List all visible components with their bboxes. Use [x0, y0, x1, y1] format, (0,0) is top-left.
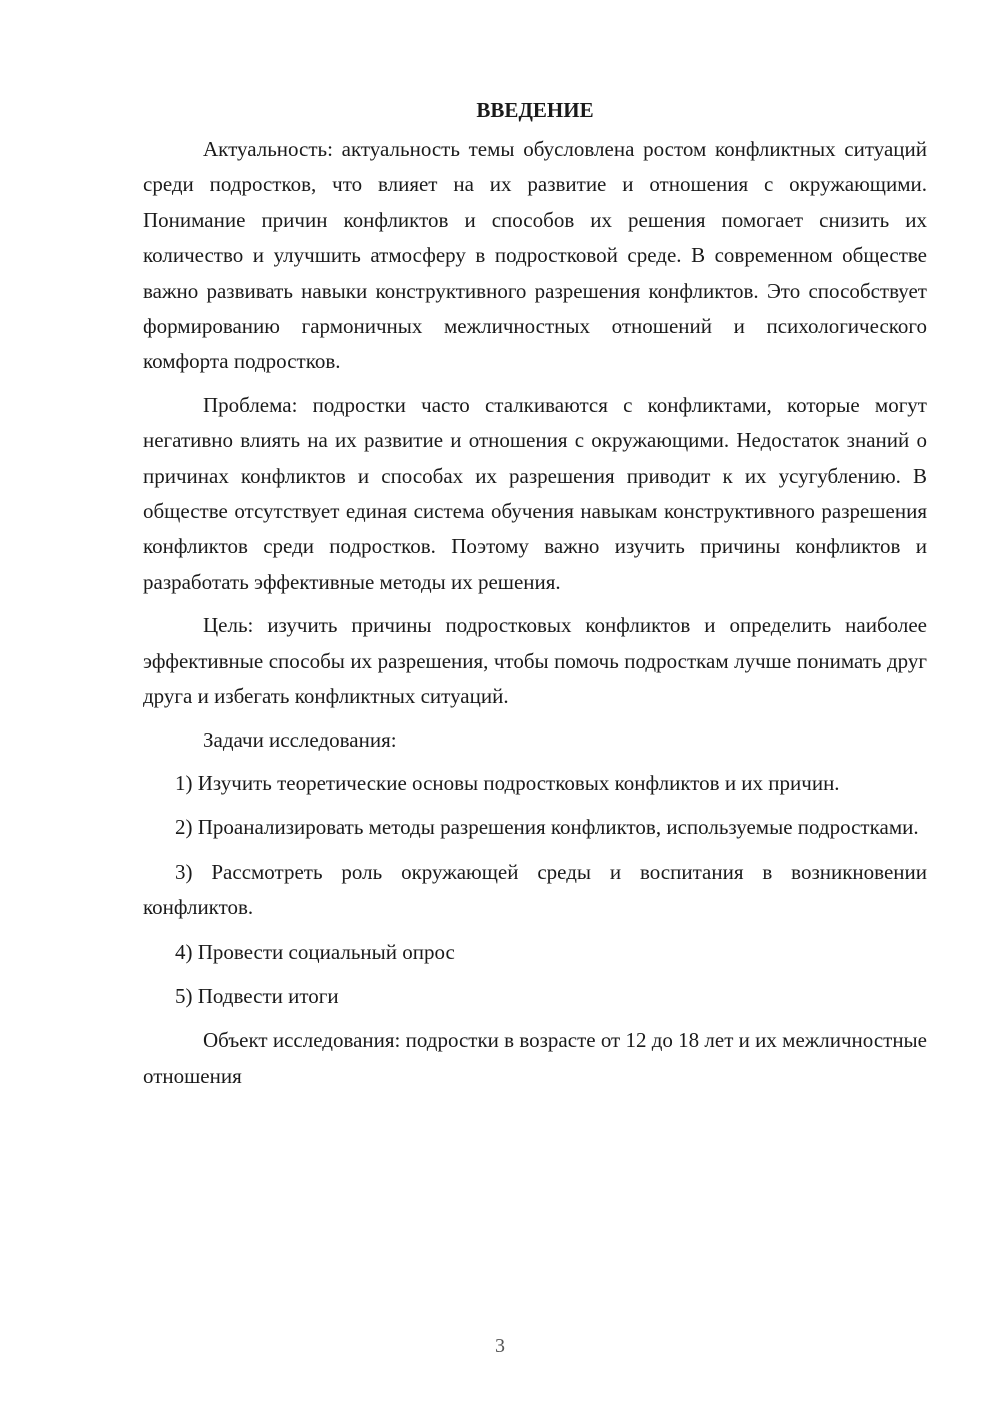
tasks-heading: Задачи исследования: — [203, 727, 397, 752]
document-page — [143, 96, 927, 1102]
document-title: ВВЕДЕНИЕ — [476, 98, 594, 122]
object-paragraph: Объект исследования: подростки в возрасте от 12 до 18 лет и их межличностные отношения — [143, 1028, 927, 1088]
task-item-3: 3) Рассмотреть роль окружающей среды и воспитания в возникновении конфликтов. — [143, 859, 927, 920]
goal-paragraph: Цель: изучить причины подростковых конфликтов и определить наиболее эффективные способы их разрешения, чтобы помочь подросткам лучше понимать друг друга и избегать конфликтных ситуаций. — [143, 613, 927, 709]
task-item-1: 1) Изучить теоретические основы подростковых конфликтов и их причин. — [175, 770, 840, 795]
task-item-4: 4) Провести социальный опрос — [175, 939, 455, 964]
relevance-paragraph: Актуальность: актуальность темы обусловлена ростом конфликтных ситуаций среди подростков, что влияет на их развитие и отношения с окружающими. Понимание причин конфликтов и способов их решения помогает снизить их количество и улучшить атмосферу в подростковой среде. В современном обществе важно развивать навыки конструктивного разрешения конфликтов. Это способствует формированию гармоничных межличностных отношений и психологического комфорта подростков. — [143, 137, 927, 374]
problem-paragraph: Проблема: подростки часто сталкиваются с конфликтами, которые могут негативно влиять на их развитие и отношения с окружающими. Недостаток знаний о причинах конфликтов и способах их разрешения приводит к их усугублению. В обществе отсутствует единая система обучения навыкам конструктивного разрешения конфликтов среди подростков. Поэтому важно изучить причины конфликтов и разработать эффективные методы их решения. — [143, 392, 927, 594]
task-item-2: 2) Проанализировать методы разрешения конфликтов, используемые подростками. — [175, 815, 919, 840]
task-item-5: 5) Подвести итоги — [175, 983, 339, 1008]
page-number: 3 — [495, 1335, 505, 1357]
